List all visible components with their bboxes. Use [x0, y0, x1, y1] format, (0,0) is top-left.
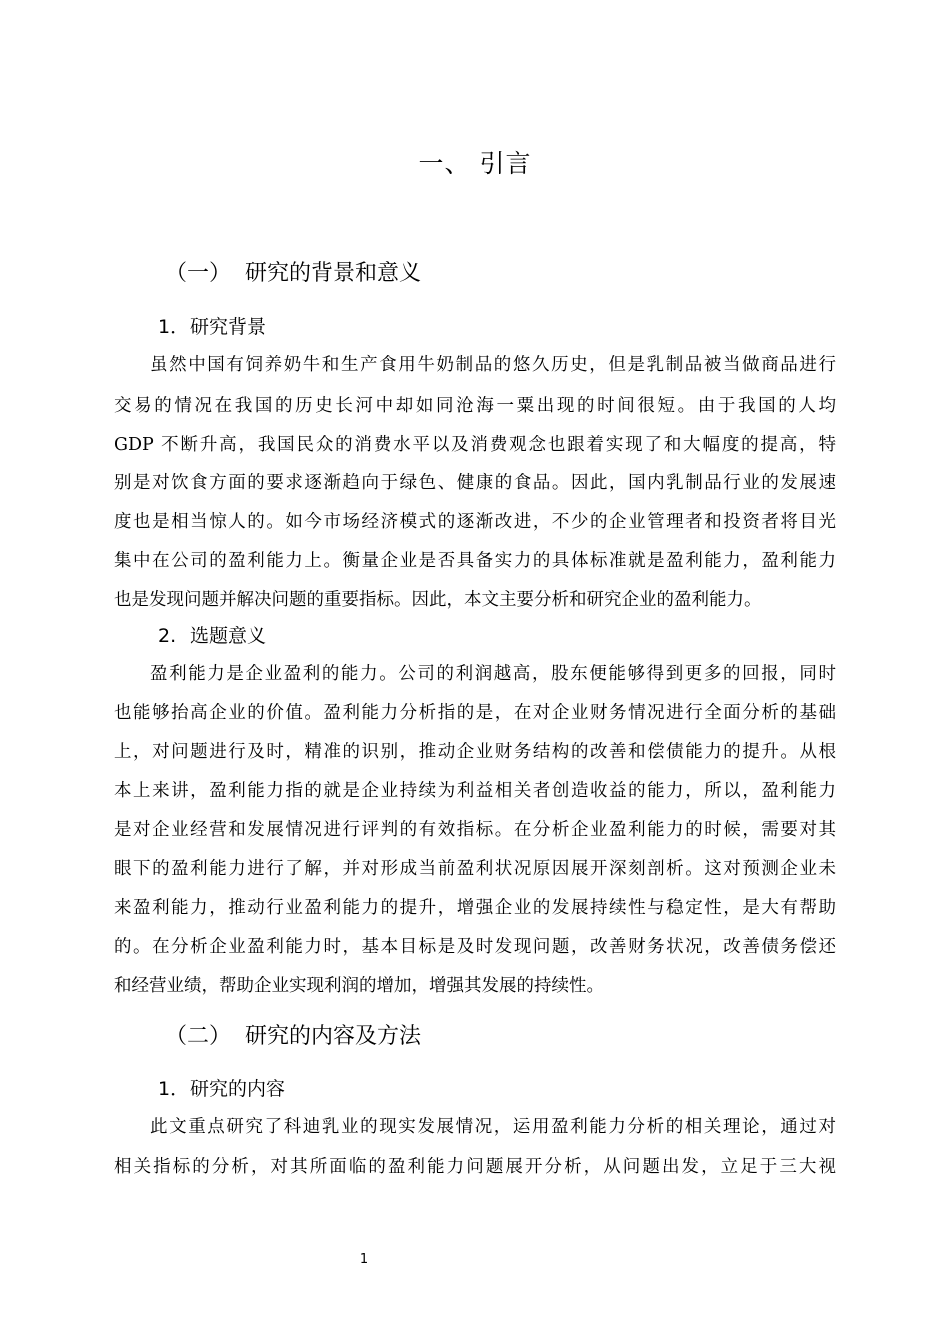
- paragraph-line: 相关指标的分析，对其所面临的盈利能力问题展开分析，从问题出发，立足于三大视: [114, 1157, 836, 1177]
- subsection-number: 2.: [158, 625, 177, 647]
- section-title: 研究的内容及方法: [245, 1024, 422, 1049]
- paragraph-line: GDP 不断升高，我国民众的消费水平以及消费观念也跟着实现了和大幅度的提高，特: [114, 435, 836, 455]
- subsection-number: 1．: [158, 316, 190, 338]
- section-number: （一）: [165, 261, 232, 286]
- paragraph-line: 眼下的盈利能力进行了解，并对形成当前盈利状况原因展开深刻剖析。这对预测企业未: [114, 859, 836, 879]
- paragraph-line: 集中在公司的盈利能力上。衡量企业是否具备实力的具体标准就是盈利能力，盈利能力: [114, 551, 836, 571]
- paragraph-line: 也能够抬高企业的价值。盈利能力分析指的是，在对企业财务情况进行全面分析的基础: [114, 703, 836, 723]
- paragraph-line: 度也是相当惊人的。如今市场经济模式的逐渐改进，不少的企业管理者和投资者将目光: [114, 512, 836, 532]
- paragraph-line: 是对企业经营和发展情况进行评判的有效指标。在分析企业盈利能力的时候，需要对其: [114, 820, 836, 840]
- subsection-title: 研究的内容: [190, 1078, 286, 1100]
- paragraph-line: 也是发现问题并解决问题的重要指标。因此，本文主要分析和研究企业的盈利能力。: [114, 590, 762, 610]
- subsection-number: 1．: [158, 1078, 190, 1100]
- page-number: 1: [359, 1252, 369, 1267]
- paragraph-line: 上，对问题进行及时，精准的识别，推动企业财务结构的改善和偿债能力的提升。从根: [114, 742, 836, 762]
- paragraph-line: 来盈利能力，推动行业盈利能力的提升，增强企业的发展持续性与稳定性，是大有帮助: [114, 898, 836, 918]
- section-number: （二）: [165, 1024, 232, 1049]
- paragraph-line: 此文重点研究了科迪乳业的现实发展情况，运用盈利能力分析的相关理论，通过对: [150, 1117, 836, 1137]
- paragraph-line: 交易的情况在我国的历史长河中却如同沧海一粟出现的时间很短。由于我国的人均: [114, 396, 836, 416]
- paragraph-line: 和经营业绩，帮助企业实现利润的增加，增强其发展的持续性。: [114, 976, 604, 996]
- paragraph-line: 的。在分析企业盈利能力时，基本目标是及时发现问题，改善财务状况，改善债务偿还: [114, 937, 836, 957]
- section-heading-1: [165, 258, 421, 290]
- section-heading-2: [165, 1021, 421, 1053]
- paragraph-line: 本上来讲，盈利能力指的就是企业持续为利益相关者创造收益的能力，所以，盈利能力: [114, 781, 836, 801]
- paragraph-line: 别是对饮食方面的要求逐渐趋向于绿色、健康的食品。因此，国内乳制品行业的发展速: [114, 473, 836, 493]
- paragraph-line: 虽然中国有饲养奶牛和生产食用牛奶制品的悠久历史，但是乳制品被当做商品进行: [150, 355, 836, 375]
- subsection-heading-background: [158, 312, 266, 342]
- subsection-heading-content: [158, 1074, 285, 1104]
- subsection-title: 研究背景: [190, 316, 267, 338]
- section-title: 研究的背景和意义: [245, 261, 422, 286]
- subsection-title: 选题意义: [190, 625, 267, 647]
- paragraph-line: 盈利能力是企业盈利的能力。公司的利润越高，股东便能够得到更多的回报，同时: [150, 664, 836, 684]
- chapter-title: 一、 引言: [418, 149, 532, 178]
- subsection-heading-significance: [158, 621, 266, 651]
